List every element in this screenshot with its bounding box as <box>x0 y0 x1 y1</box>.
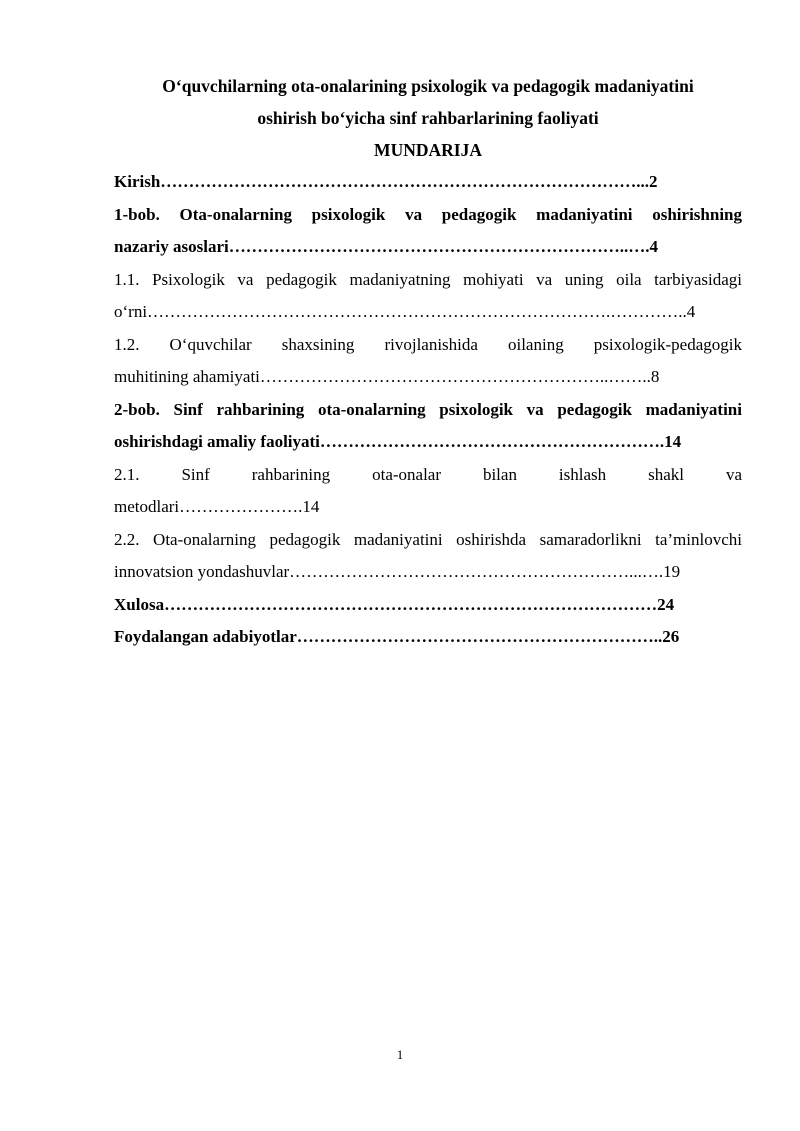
title-line-2: oshirish bo‘yicha sinf rahbarlarining faoliyati <box>257 108 599 128</box>
toc-line: 2.2. Ota-onalarning pedagogik madaniyatini oshirishda samaradorlikni ta’minlovchi <box>114 529 742 549</box>
toc-line: o‘rni……………………………………………………………………….…………..4 <box>114 302 696 321</box>
toc-line: 1-bob. Ota-onalarning psixologik va pedagogik madaniyatini oshirishning <box>114 204 742 224</box>
toc-entry-chapter-1 <box>114 199 742 264</box>
toc-line: nazariy asoslari……………………………………………………………..….4 <box>114 237 658 256</box>
toc-line: 2-bob. Sinf rahbarining ota-onalarning psixologik va pedagogik madaniyatini <box>114 399 742 419</box>
toc-line: Foydalangan adabiyotlar………………………………………………………..26 <box>114 627 680 646</box>
title-line-1: O‘quvchilarning ota-onalarining psixologik va pedagogik madaniyatini <box>162 76 694 96</box>
toc-line: 1.2. O‘quvchilar shaxsining rivojlanishida oilaning psixologik-pedagogik <box>114 334 742 354</box>
toc-entry-section-2-2 <box>114 524 742 589</box>
toc-entry-chapter-2 <box>114 394 742 459</box>
toc-entry-section-1-2 <box>114 329 742 394</box>
toc-entry-xulosa <box>114 589 742 622</box>
toc-line: Xulosa……………………………………………………………………………24 <box>114 594 675 614</box>
toc-entry-section-1-1 <box>114 264 742 329</box>
toc-heading: MUNDARIJA <box>374 140 482 160</box>
toc-line: metodlari………………….14 <box>114 497 320 516</box>
toc-entry-section-2-1 <box>114 459 742 524</box>
toc-line: 1.1. Psixologik va pedagogik madaniyatning mohiyati va uning oila tarbiyasidagi <box>114 269 742 289</box>
document-page <box>114 70 742 654</box>
toc-line: 2.1. Sinf rahbarining ota-onalar bilan ishlash shakl va <box>114 464 742 484</box>
toc-line: Kirish…………………………………………………………………………...2 <box>114 172 658 191</box>
table-of-contents <box>114 166 742 654</box>
toc-line: oshirishdagi amaliy faoliyati…………………………………………………….14 <box>114 432 682 451</box>
toc-entry-adabiyotlar <box>114 621 742 654</box>
page-number: 1 <box>396 1047 404 1062</box>
toc-entry-kirish <box>114 166 742 199</box>
document-title <box>114 70 742 134</box>
toc-line: innovatsion yondashuvlar……………………………………………………...….19 <box>114 562 681 581</box>
toc-line: muhitining ahamiyati……………………………………………………..……..8 <box>114 367 660 386</box>
